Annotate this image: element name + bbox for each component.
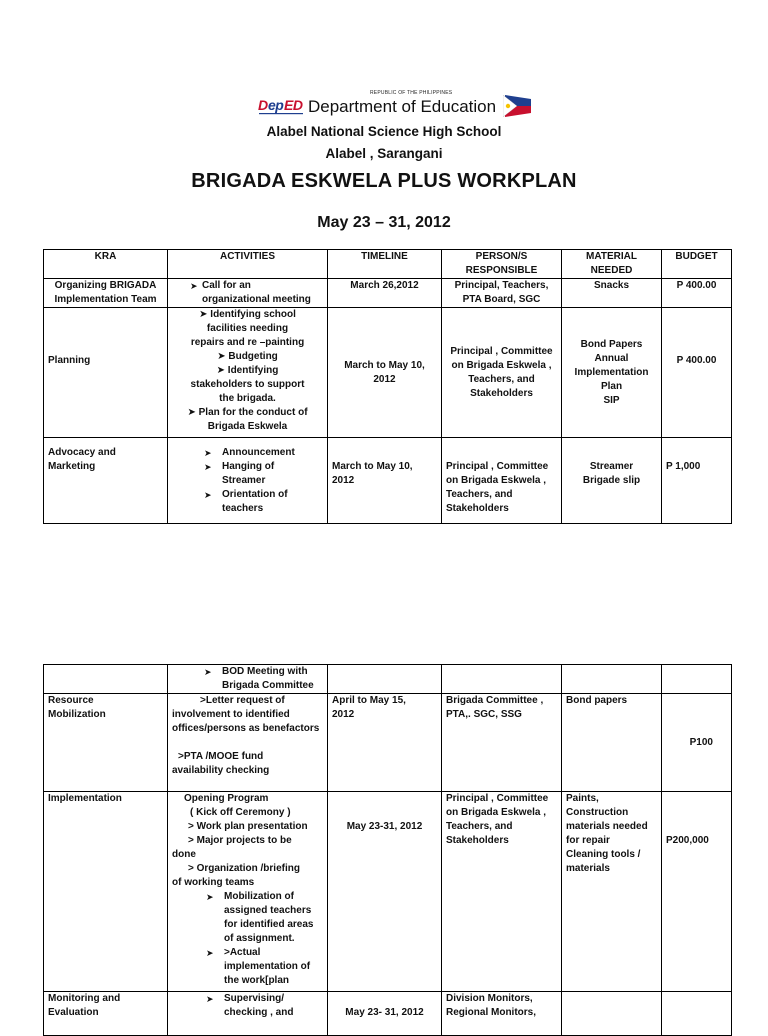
activities-cell	[168, 438, 328, 524]
activity-text: organizational meeting	[202, 294, 311, 305]
activity-item	[172, 488, 323, 502]
kra-cell	[44, 694, 168, 792]
material-line: Streamer	[589, 461, 634, 472]
arrow-bullet-icon: ➤	[187, 407, 196, 418]
kra-line: Resource	[48, 695, 94, 706]
persons-line: Teachers, and	[446, 821, 513, 832]
timeline-line: 2012	[332, 475, 355, 486]
activity-text: involvement to identified	[172, 709, 290, 720]
activity-list	[172, 279, 323, 307]
activity-item	[172, 502, 323, 516]
activity-text: the work[plan	[224, 975, 290, 986]
persons-line: on Brigada Eskwela ,	[446, 475, 547, 486]
arrow-bullet-icon: ➤	[206, 948, 214, 958]
persons-line: Principal , Committee	[446, 461, 549, 472]
republic-text: REPUBLIC OF THE PHILIPPINES	[370, 90, 453, 96]
material-cell: Bond papers	[562, 694, 662, 792]
kra-line: Marketing	[48, 461, 96, 472]
activity-item	[172, 293, 323, 307]
activities-cell	[168, 665, 328, 694]
table-row	[44, 308, 732, 438]
activity-text: Plan for the conduct of	[198, 407, 308, 418]
arrow-bullet-icon: ➤	[204, 448, 212, 458]
activity-list	[172, 992, 323, 1020]
timeline-line: April to May 15,	[332, 695, 406, 706]
persons-line: PTA,. SGC, SSG	[446, 709, 522, 720]
persons-line: Principal, Teachers,	[454, 280, 549, 291]
activity-text: repairs and re –painting	[190, 337, 305, 348]
kra-cell	[44, 438, 168, 524]
activity-item	[172, 665, 323, 679]
activity-text: facilities needing	[206, 323, 289, 334]
table-row	[44, 279, 732, 308]
activity-item	[172, 1006, 323, 1020]
persons-line: PTA Board, SGC	[462, 294, 541, 305]
timeline-line: 2012	[332, 709, 355, 720]
timeline-cell: March 26,2012	[328, 279, 442, 308]
deped-header	[258, 90, 532, 122]
header-persons	[442, 250, 562, 279]
activity-item	[172, 918, 323, 932]
persons-line: Stakeholders	[446, 503, 509, 514]
material-line: Cleaning tools /	[566, 849, 641, 860]
activity-item	[172, 446, 323, 460]
school-location: Alabel , Sarangani	[325, 146, 443, 161]
timeline-cell: May 23-31, 2012	[328, 792, 442, 992]
activity-text: assigned teachers	[224, 905, 312, 916]
activity-text: offices/persons as benefactors	[172, 723, 320, 734]
budget-cell: P200,000	[662, 792, 732, 992]
timeline-cell: May 23- 31, 2012	[328, 992, 442, 1036]
kra-cell	[44, 665, 168, 694]
persons-line: Regional Monitors,	[446, 1007, 536, 1018]
activities-cell	[168, 308, 328, 438]
activities-cell	[168, 694, 328, 792]
persons-line: Stakeholders	[470, 387, 533, 399]
activity-text: >Letter request of	[200, 695, 285, 706]
persons-cell	[442, 438, 562, 524]
activity-item	[172, 460, 323, 474]
persons-cell	[442, 665, 562, 694]
arrow-bullet-icon: ➤	[190, 281, 198, 291]
kra-line: Implementation Team	[54, 294, 157, 305]
activity-text: ( Kick off Ceremony )	[190, 807, 291, 818]
philippine-flag-icon	[503, 95, 531, 117]
header-timeline: TIMELINE	[328, 250, 442, 279]
material-cell	[562, 665, 662, 694]
header-material-l2: NEEDED	[590, 265, 633, 276]
persons-cell	[442, 992, 562, 1036]
budget-cell	[662, 665, 732, 694]
activity-item	[172, 904, 323, 918]
activity-text: Brigada Committee	[222, 680, 314, 691]
material-line: Construction	[566, 807, 629, 818]
material-cell	[562, 992, 662, 1036]
header-material	[562, 250, 662, 279]
activity-text: Identifying school	[210, 309, 296, 320]
activity-text: of assignment.	[224, 933, 295, 944]
material-line: materials needed	[566, 821, 648, 832]
persons-cell	[442, 792, 562, 992]
budget-cell: P 400.00	[662, 308, 732, 438]
budget-cell: P 400.00	[662, 279, 732, 308]
activity-text: >PTA /MOOE fund	[178, 751, 264, 762]
activities-cell	[168, 792, 328, 992]
department-name: Department of Education	[308, 97, 497, 116]
timeline-line: March to May 10,	[332, 461, 413, 472]
activity-text: > Organization /briefing	[188, 863, 300, 874]
arrow-bullet-icon: ➤	[204, 667, 212, 677]
material-cell	[562, 438, 662, 524]
page-title: BRIGADA ESKWELA PLUS WORKPLAN	[191, 170, 577, 192]
persons-line: Principal , Committee	[446, 793, 549, 804]
activity-text: checking , and	[224, 1007, 294, 1018]
kra-cell	[44, 992, 168, 1036]
arrow-bullet-icon: ➤	[199, 309, 208, 320]
persons-cell	[442, 694, 562, 792]
activities-cell	[168, 279, 328, 308]
table-row	[44, 694, 732, 792]
table-row	[44, 992, 732, 1036]
material-cell: Snacks	[562, 279, 662, 308]
activity-item	[172, 279, 323, 293]
spacer	[172, 736, 323, 750]
material-line: Implementation	[574, 366, 649, 378]
timeline-cell	[328, 438, 442, 524]
material-line: Bond Papers	[580, 338, 643, 350]
activity-item	[172, 946, 323, 960]
material-line: materials	[566, 863, 610, 874]
activity-text: Call for an	[202, 280, 251, 291]
material-line: Brigade slip	[582, 475, 641, 486]
svg-text:ep: ep	[268, 97, 284, 113]
school-name: Alabel National Science High School	[266, 124, 502, 139]
material-line: Annual	[594, 352, 629, 364]
activity-text: Identifying	[227, 365, 279, 376]
activity-text: the brigada.	[219, 393, 276, 404]
arrow-bullet-icon: ➤	[217, 351, 226, 362]
activity-item	[172, 932, 323, 946]
header-activities: ACTIVITIES	[168, 250, 328, 279]
activity-item	[172, 960, 323, 974]
material-line: for repair	[566, 835, 610, 846]
activity-item	[172, 406, 323, 420]
deped-logo-icon	[258, 95, 304, 117]
activity-text: Announcement	[222, 447, 295, 458]
budget-cell	[662, 992, 732, 1036]
activity-item	[172, 992, 323, 1006]
header-persons-l1: PERSON/S	[475, 251, 528, 262]
kra-line: Evaluation	[48, 1007, 99, 1018]
kra-line: Monitoring and	[48, 993, 121, 1004]
persons-line: Stakeholders	[446, 835, 509, 846]
material-line: SIP	[603, 394, 620, 406]
activity-text: Orientation of	[222, 489, 288, 500]
activity-item	[172, 474, 323, 488]
arrow-bullet-icon: ➤	[206, 892, 214, 902]
activity-text: stakeholders to support	[190, 379, 305, 390]
kra-line: Organizing BRIGADA	[54, 280, 157, 291]
svg-text:D: D	[258, 97, 268, 113]
activity-text: Hanging of	[222, 461, 275, 472]
budget-cell: P 1,000	[662, 438, 732, 524]
persons-line: Teachers, and	[446, 489, 513, 500]
activity-list	[172, 890, 323, 988]
timeline-cell	[328, 665, 442, 694]
arrow-bullet-icon: ➤	[204, 462, 212, 472]
activity-item	[172, 364, 323, 378]
activity-text: of working teams	[172, 877, 255, 888]
activity-text: Budgeting	[228, 351, 278, 362]
activity-text: teachers	[222, 503, 264, 514]
persons-line: Brigada Committee ,	[446, 695, 544, 706]
material-cell	[562, 792, 662, 992]
activity-text: implementation of	[224, 961, 311, 972]
timeline-line: 2012	[373, 373, 396, 385]
arrow-bullet-icon: ➤	[206, 994, 214, 1004]
timeline-cell	[328, 694, 442, 792]
persons-cell	[442, 308, 562, 438]
header-kra: KRA	[44, 250, 168, 279]
persons-line: Principal , Committee	[450, 345, 553, 357]
activity-item	[172, 890, 323, 904]
workplan-dates: May 23 – 31, 2012	[317, 214, 451, 231]
workplan-table-page2	[43, 664, 732, 1036]
activity-text: BOD Meeting with	[222, 666, 308, 677]
svg-text:ED: ED	[284, 97, 303, 113]
activity-item	[172, 974, 323, 988]
workplan-table-page1	[43, 249, 732, 524]
timeline-cell	[328, 308, 442, 438]
activity-text: Supervising/	[224, 993, 285, 1004]
kra-cell: Planning	[44, 308, 168, 438]
activity-text: Opening Program	[184, 793, 269, 804]
activity-list	[172, 665, 323, 693]
activity-text: done	[172, 849, 196, 860]
activity-text: >Actual	[224, 947, 261, 958]
material-line: Plan	[600, 380, 623, 392]
activity-item	[172, 308, 323, 322]
activity-text: Mobilization of	[224, 891, 294, 902]
persons-line: on Brigada Eskwela ,	[451, 359, 552, 371]
table-row	[44, 438, 732, 524]
arrow-bullet-icon: ➤	[216, 365, 226, 376]
activities-cell	[168, 992, 328, 1036]
activity-item	[172, 350, 323, 364]
kra-cell	[44, 279, 168, 308]
persons-line: Division Monitors,	[446, 993, 533, 1004]
arrow-bullet-icon: ➤	[204, 490, 212, 500]
material-line: Paints,	[566, 793, 599, 804]
budget-cell: P100	[662, 694, 732, 792]
kra-line: Advocacy and	[48, 447, 116, 458]
activity-text: Streamer	[222, 475, 266, 486]
persons-line: on Brigada Eskwela ,	[446, 807, 547, 818]
header-budget: BUDGET	[662, 250, 732, 279]
header-persons-l2: RESPONSIBLE	[465, 265, 538, 276]
activity-text: > Work plan presentation	[188, 821, 308, 832]
activity-text: > Major projects to be	[188, 835, 292, 846]
activity-text: availability checking	[172, 765, 270, 776]
activity-text: Brigada Eskwela	[207, 421, 288, 432]
timeline-line: March to May 10,	[344, 359, 425, 371]
activity-text: for identified areas	[224, 919, 314, 930]
activity-item	[172, 679, 323, 693]
kra-cell: Implementation	[44, 792, 168, 992]
activity-list	[172, 446, 323, 516]
persons-cell	[442, 279, 562, 308]
kra-line: Mobilization	[48, 709, 106, 720]
table-row	[44, 665, 732, 694]
table-header-row	[44, 250, 732, 279]
persons-line: Teachers, and	[468, 373, 535, 385]
material-cell	[562, 308, 662, 438]
table-row	[44, 792, 732, 992]
header-material-l1: MATERIAL	[586, 251, 637, 262]
